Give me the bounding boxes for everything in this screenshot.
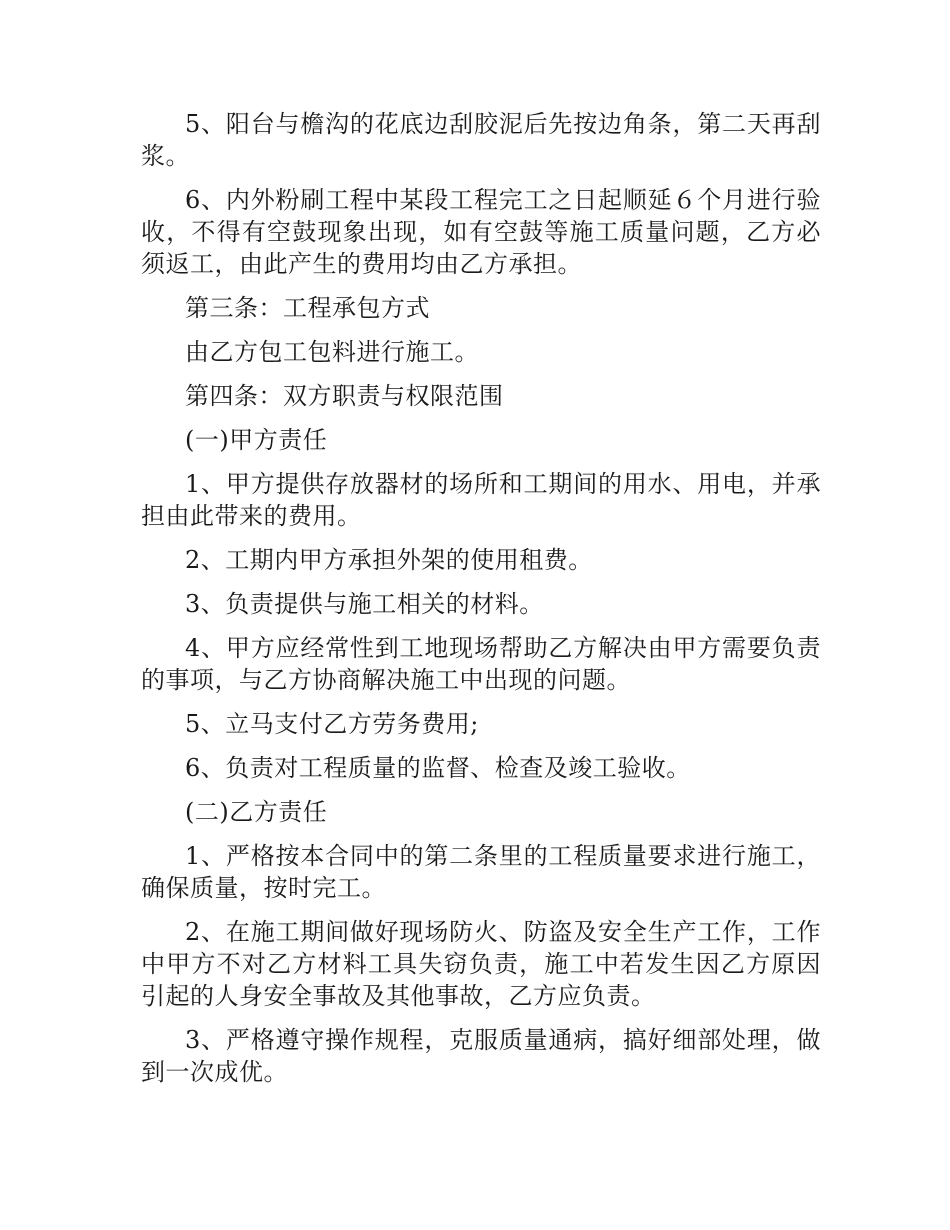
party-b-item-2: 2、在施工期间做好现场防火、防盗及安全生产工作，工作中甲方不对乙方材料工具失窃负责，施工中若发生因乙方原因引起的人身安全事故及其他事故，乙方应负责。: [141, 918, 821, 1010]
party-a-item-1: 1、甲方提供存放器材的场所和工期间的用水、用电，并承担由此带来的费用。: [141, 470, 821, 530]
party-b-item-3: 3、严格遵守操作规程，克服质量通病，搞好细部处理，做到一次成优。: [141, 1026, 821, 1086]
clause-balcony-gutter: 5、阳台与檐沟的花底边刮胶泥后先按边角条，第二天再刮浆。: [141, 110, 821, 170]
party-a-item-6: 6、负责对工程质量的监督、检查及竣工验收。: [185, 754, 691, 782]
party-a-item-5: 5、立马支付乙方劳务费用;: [185, 710, 479, 738]
article-three-body: 由乙方包工包料进行施工。: [185, 338, 479, 366]
party-a-item-3: 3、负责提供与施工相关的材料。: [185, 590, 544, 618]
party-a-item-4: 4、甲方应经常性到工地现场帮助乙方解决由甲方需要负责的事项，与乙方协商解决施工中出现的问题。: [141, 634, 821, 694]
party-a-item-2: 2、工期内甲方承担外架的使用租费。: [185, 546, 593, 574]
document-page: [141, 108, 821, 1100]
article-four-heading: 第四条：双方职责与权限范围: [185, 382, 504, 410]
party-a-heading: (一)甲方责任: [185, 426, 328, 454]
article-three-heading: 第三条：工程承包方式: [185, 294, 430, 322]
party-b-item-1: 1、严格按本合同中的第二条里的工程质量要求进行施工，确保质量，按时完工。: [141, 842, 821, 902]
party-b-heading: (二)乙方责任: [185, 798, 328, 826]
clause-plastering-acceptance: 6、内外粉刷工程中某段工程完工之日起顺延６个月进行验收，不得有空鼓现象出现，如有空鼓等施工质量问题，乙方必须返工，由此产生的费用均由乙方承担。: [141, 186, 821, 278]
